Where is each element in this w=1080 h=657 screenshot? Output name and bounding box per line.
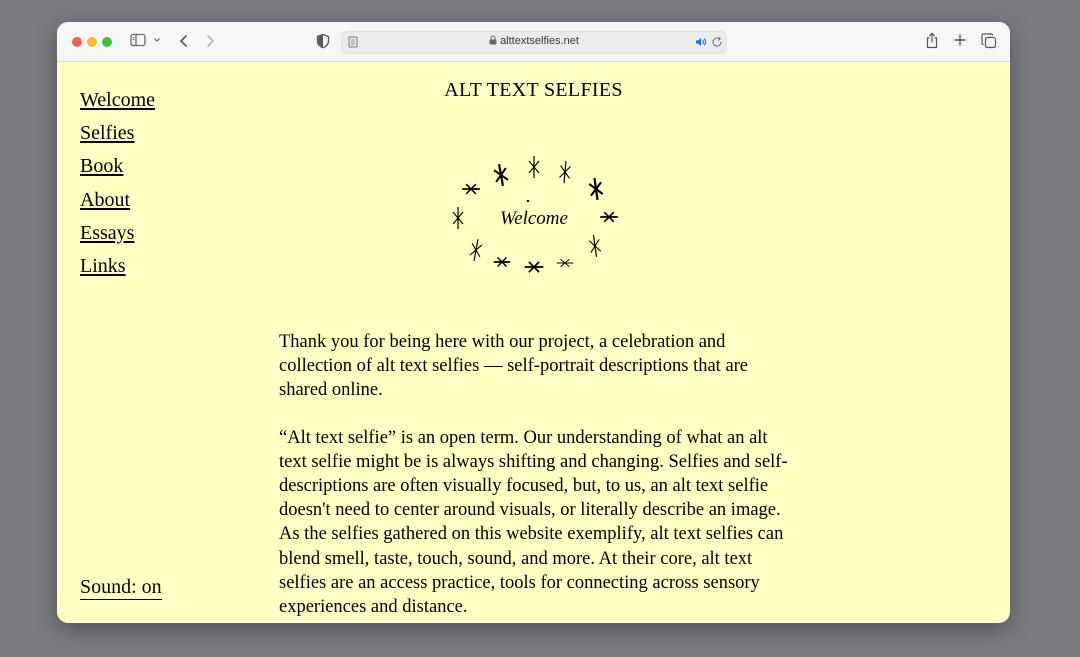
nav-link-welcome[interactable]: Welcome [80, 89, 156, 111]
nav-link-about[interactable]: About [80, 188, 130, 211]
site-title: ALT TEXT SELFIES [444, 79, 623, 101]
maximize-window-button[interactable] [102, 37, 112, 47]
lock-icon [489, 35, 497, 45]
tab-overview-icon[interactable] [981, 33, 997, 49]
sound-toggle-button[interactable]: Sound: on [80, 576, 162, 598]
nav-link-links[interactable]: Links [80, 255, 126, 278]
intro-paragraph-2: “Alt text selfie” is an open term. Our understanding of what an alt text selfie might be is always shifting and changing. Selfies and self-descriptions are often visually focused, but, to us, an alt text selfie doesn't need to center around visuals, or literally describe an image. As the selfies gathered on this website exemplify, alt text selfies can blend smell, taste, touch, sound, and more. At their core, alt text selfies are an access practice, tools for connecting across sensory experiences and distance. [279, 427, 788, 618]
welcome-star-wreath [442, 152, 627, 282]
audio-playing-icon[interactable] [695, 36, 707, 48]
url-text: alttextselfies.net [500, 35, 579, 47]
browser-window [57, 22, 1010, 623]
privacy-shield-icon[interactable] [316, 33, 330, 49]
page-content [57, 62, 1010, 623]
welcome-heading: Welcome [500, 208, 568, 229]
sidebar-toggle-icon[interactable] [130, 33, 146, 47]
new-tab-icon[interactable] [953, 33, 967, 47]
minimize-window-button[interactable] [87, 37, 97, 47]
close-window-button[interactable] [72, 37, 82, 47]
nav-link-book[interactable]: Book [80, 155, 124, 178]
nav-link-essays[interactable]: Essays [80, 221, 135, 244]
site-nav [80, 84, 155, 283]
share-icon[interactable] [925, 32, 939, 49]
address-bar[interactable] [341, 31, 727, 54]
intro-text [279, 330, 799, 623]
browser-toolbar [57, 22, 1010, 62]
nav-link-selfies[interactable]: Selfies [80, 122, 135, 145]
chevron-down-icon[interactable] [153, 36, 161, 44]
forward-icon[interactable] [203, 33, 217, 49]
back-icon[interactable] [177, 33, 191, 49]
reload-icon[interactable] [711, 36, 723, 48]
intro-paragraph-1: Thank you for being here with our project, a celebration and collection of alt text selfies — self-portrait descriptions that are shared online. [279, 332, 749, 401]
